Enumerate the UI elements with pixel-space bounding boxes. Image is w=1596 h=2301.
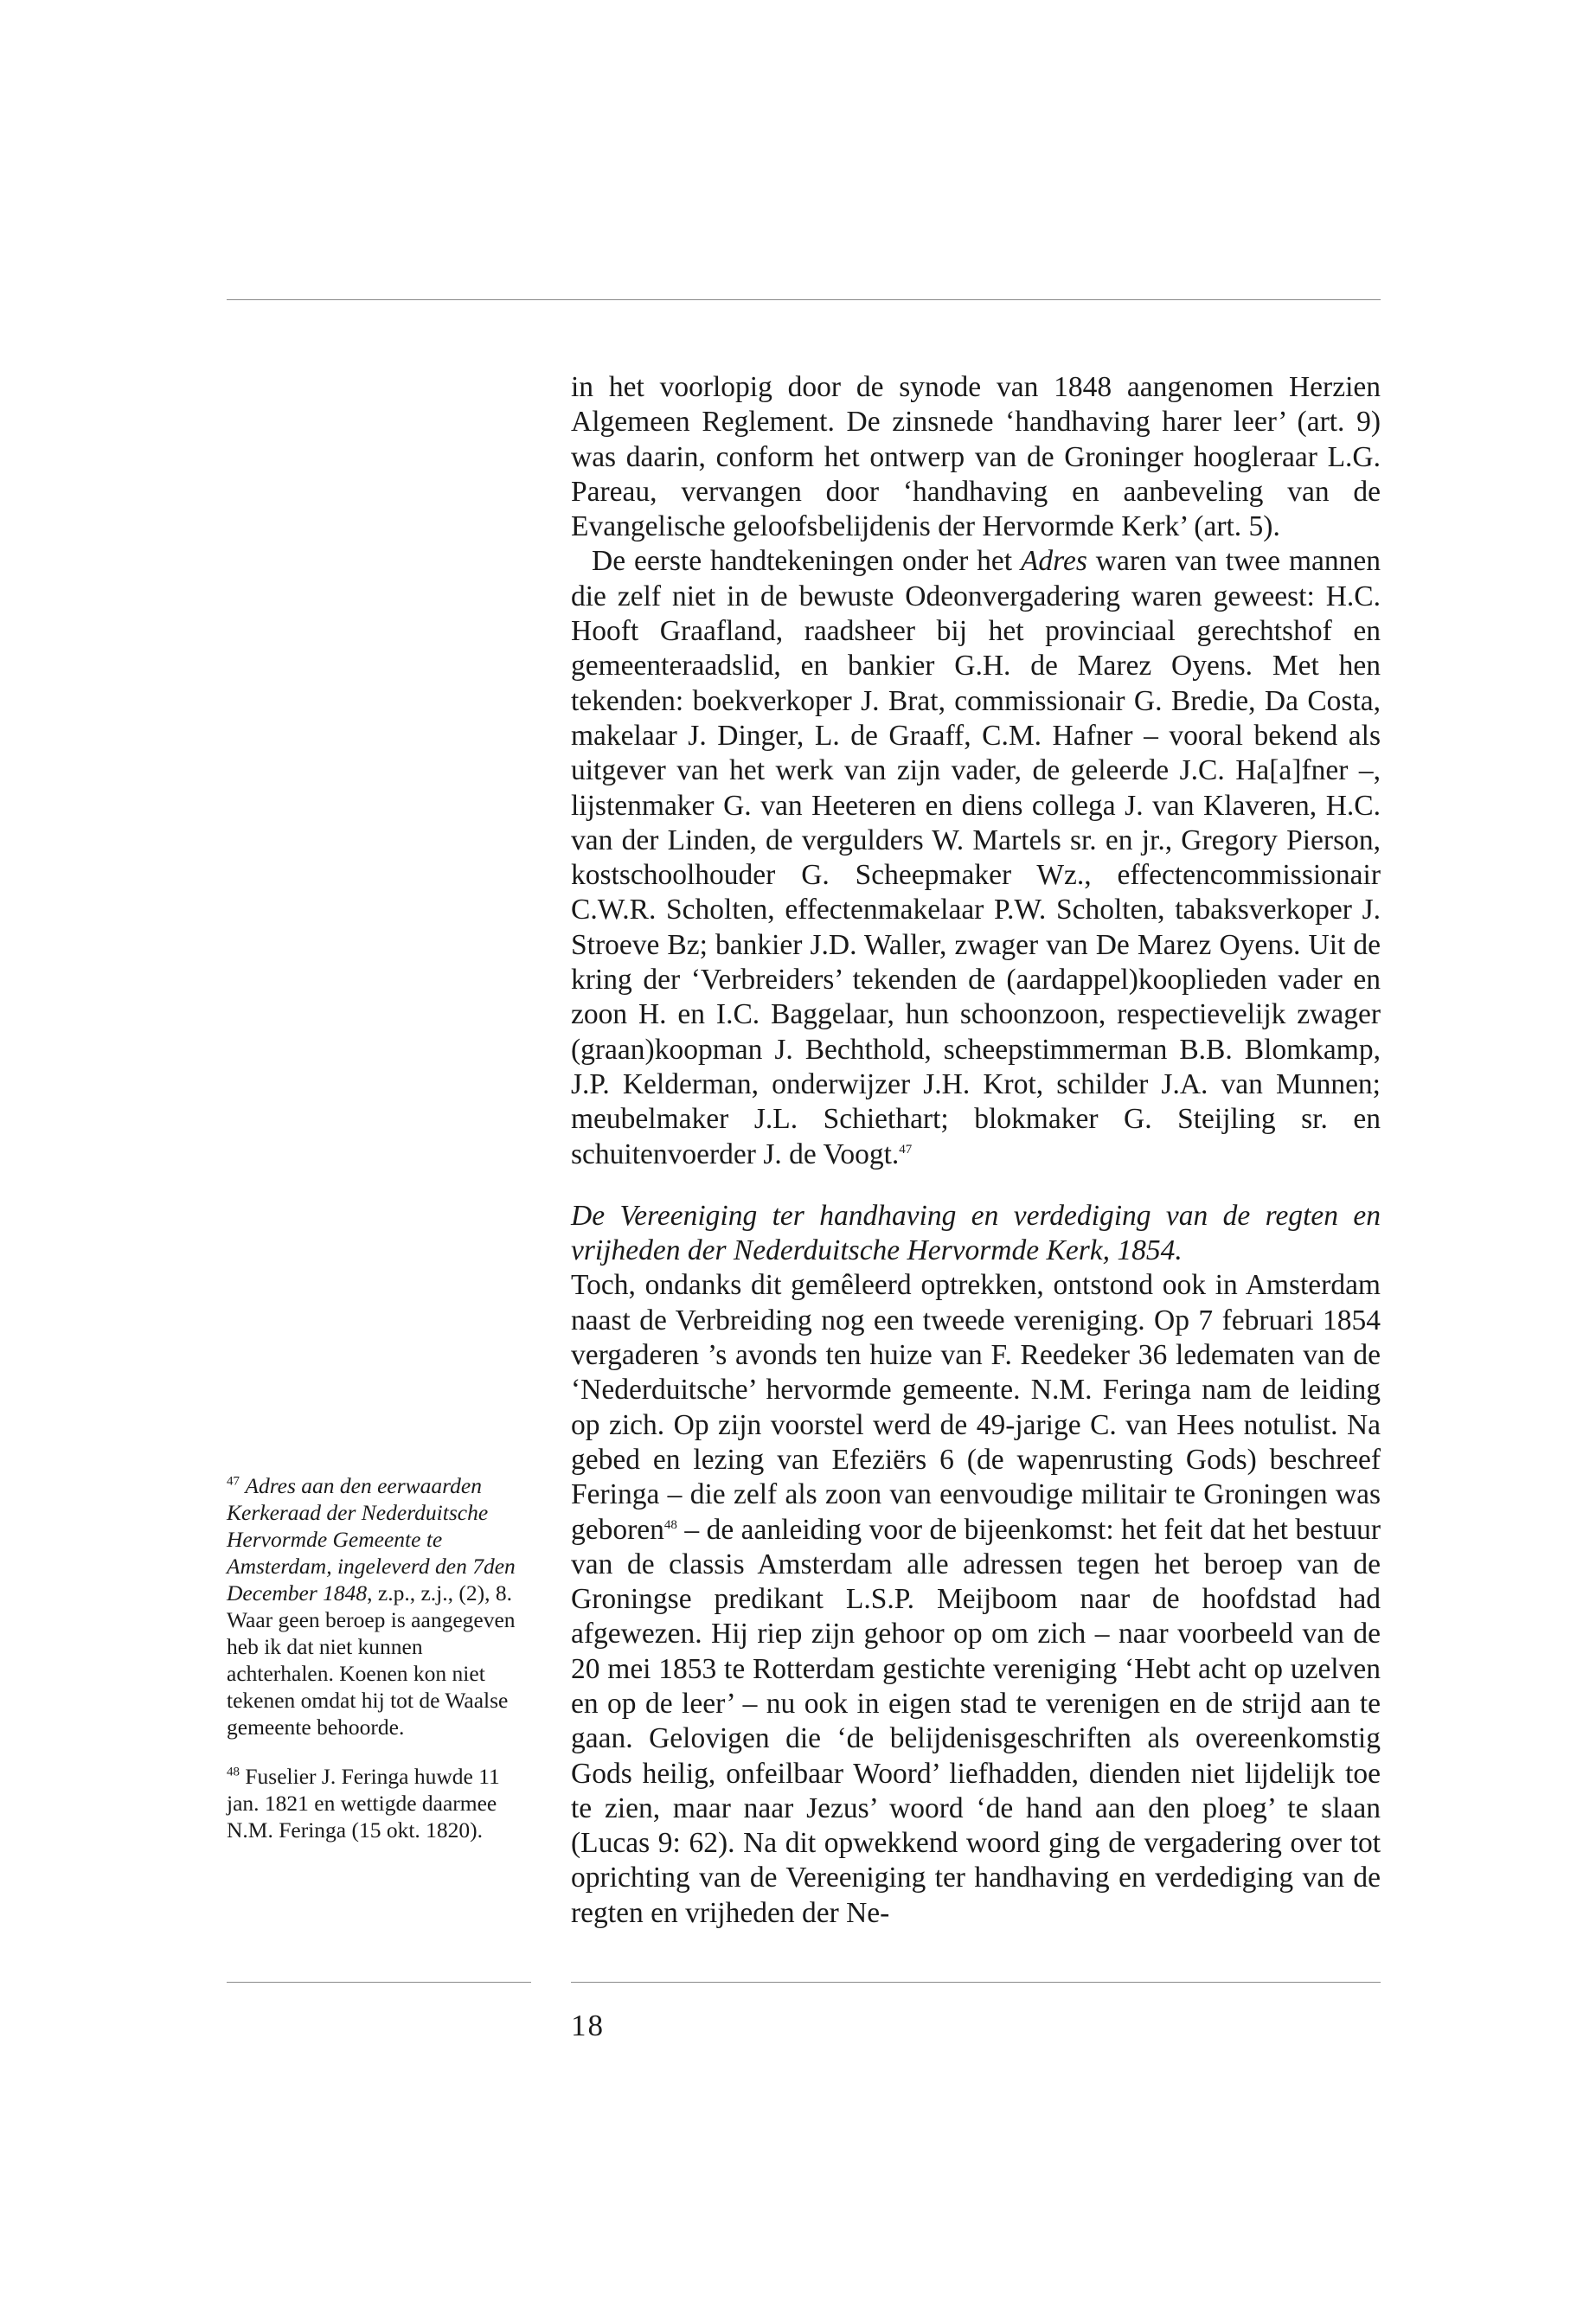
adres-title: Adres (1020, 545, 1087, 578)
paragraph-3-text-b: – de aanleiding voor de bijeenkomst: het feit dat het bestuur van de classis Amsterdam alle adressen tegen het beroep van de Groningse predikant L.S.P. Meijboom naar de hoofdstad had afgewezen. Hij riep zijn gehoor op om zich – naar voorbeeld van de 20 mei 1853 te Rotterdam gestichte vereniging ‘Hebt acht op uzelven en op de leer’ – nu ook in eigen stad te verenigen en de strijd aan te gaan. Gelovigen die ‘de belijdenisgeschriften als overeenkomstig Gods heilig, onfeilbaar Woord’ liefhadden, dienden niet lijdelijk toe te zien, maar naar Jezus’ woord ‘de hand aan den ploeg’ te slaan (Lucas 9: 62). Na dit opwekkend woord ging de vergadering over tot oprichting van de Vereeniging ter handhaving en verdediging van de regten en vrijheden der Ne- (571, 1513, 1381, 1929)
footnote-ref-48: 48 (663, 1517, 677, 1532)
footnote-48 (227, 1763, 531, 1843)
paragraph-2-text-a: De eerste handtekeningen onder het (592, 545, 1021, 578)
footnote-48-text: Fuselier J. Feringa huwde 11 jan. 1821 en wettigde daarmee N.M. Feringa (15 okt. 1820). (227, 1764, 500, 1843)
footnotes-column (227, 1472, 531, 1843)
footnote-47-number: 47 (227, 1474, 240, 1489)
paragraph-1: in het voorlopig door de synode van 1848 aangenomen Herzien Algemeen Reglement. De zinsnede ‘handhaving harer leer’ (art. 9) was daarin, conform het ontwerp van de Groninger hoogleraar L.G. Pareau, vervangen door ‘handhaving en aanbeveling van de Evangelische geloofsbelijdenis der Hervormde Kerk’ (art. 5). (571, 371, 1381, 543)
paragraph-3-text-a: Toch, ondanks dit gemêleerd optrekken, ontstond ook in Amsterdam naast de Verbreiding nog een tweede vereniging. Op 7 februari 1854 vergaderen ’s avonds ten huize van F. Reedeker 36 ledematen van de ‘Nederduitsche’ hervormde gemeente. N.M. Feringa nam de leiding op zich. Op zijn voorstel werd de 49-jarige C. van Hees notulist. Na gebed en lezing van Efeziërs 6 (de wapenrusting Gods) beschreef Feringa – die zelf als zoon van eenvoudige militair te Groningen was geboren (571, 1269, 1381, 1546)
footnote-47-text: , z.p., z.j., (2), 8. Waar geen beroep is aangegeven heb ik dat niet kunnen achterhalen. Koenen kon niet tekenen omdat hij tot de Waalse gemeente behoorde. (227, 1580, 516, 1740)
paragraph-3 (571, 1268, 1381, 1931)
footnote-47-title: Adres aan den eerwaarden Kerkeraad der Nederduitsche Hervormde Gemeente te Amsterdam, ingeleverd den 7den December 1848 (227, 1473, 516, 1606)
paragraph-2-text-b: waren van twee mannen die zelf niet in de bewuste Odeonvergadering waren geweest: H.C. Hooft Graafland, raadsheer bij het provinciaal gerechtshof en gemeenteraadslid, en bankier G.H. de Marez Oyens. Met hen tekenden: boekverkoper J. Brat, commissionair G. Bredie, Da Costa, makelaar J. Dinger, L. de Graaff, C.M. Hafner – vooral bekend als uitgever van het werk van zijn vader, de geleerde J.C. Ha[a]fner –, lijstenmaker G. van Heeteren en diens collega J. van Klaveren, H.C. van der Linden, de vergulders W. Martels sr. en jr., Gregory Pierson, kostschoolhouder G. Scheepmaker Wz., effectencommissionair C.W.R. Scholten, effectenmakelaar P.W. Scholten, tabaksverkoper J. Stroeve Bz; bankier J.D. Waller, zwager van De Marez Oyens. Uit de kring der ‘Verbreiders’ tekenden de (aardappel)kooplieden vader en zoon H. en I.C. Baggelaar, hun schoonzoon, respectievelijk zwager (graan)koopman J. Bechthold, scheepstimmerman B.B. Blomkamp, J.P. Kelderman, onderwijzer J.H. Krot, schilder J.A. van Munnen; meubelmaker J.L. Schiethart; blokmaker G. Steijling sr. en schuitenvoerder J. de Voogt. (571, 545, 1381, 1170)
top-rule (227, 299, 1381, 300)
section-heading: De Vereeniging ter handhaving en verdediging van de regten en vrijheden der Nederduitsche Hervormde Kerk, 1854. (571, 1199, 1381, 1267)
footnote-48-number: 48 (227, 1765, 240, 1779)
footnotes-bottom-rule (227, 1982, 531, 1983)
footnote-47 (227, 1472, 531, 1740)
footnote-ref-47: 47 (899, 1142, 913, 1157)
main-bottom-rule (571, 1982, 1381, 1983)
paragraph-2 (571, 544, 1381, 1171)
main-text-column (571, 370, 1381, 1931)
page-number: 18 (571, 2009, 605, 2042)
